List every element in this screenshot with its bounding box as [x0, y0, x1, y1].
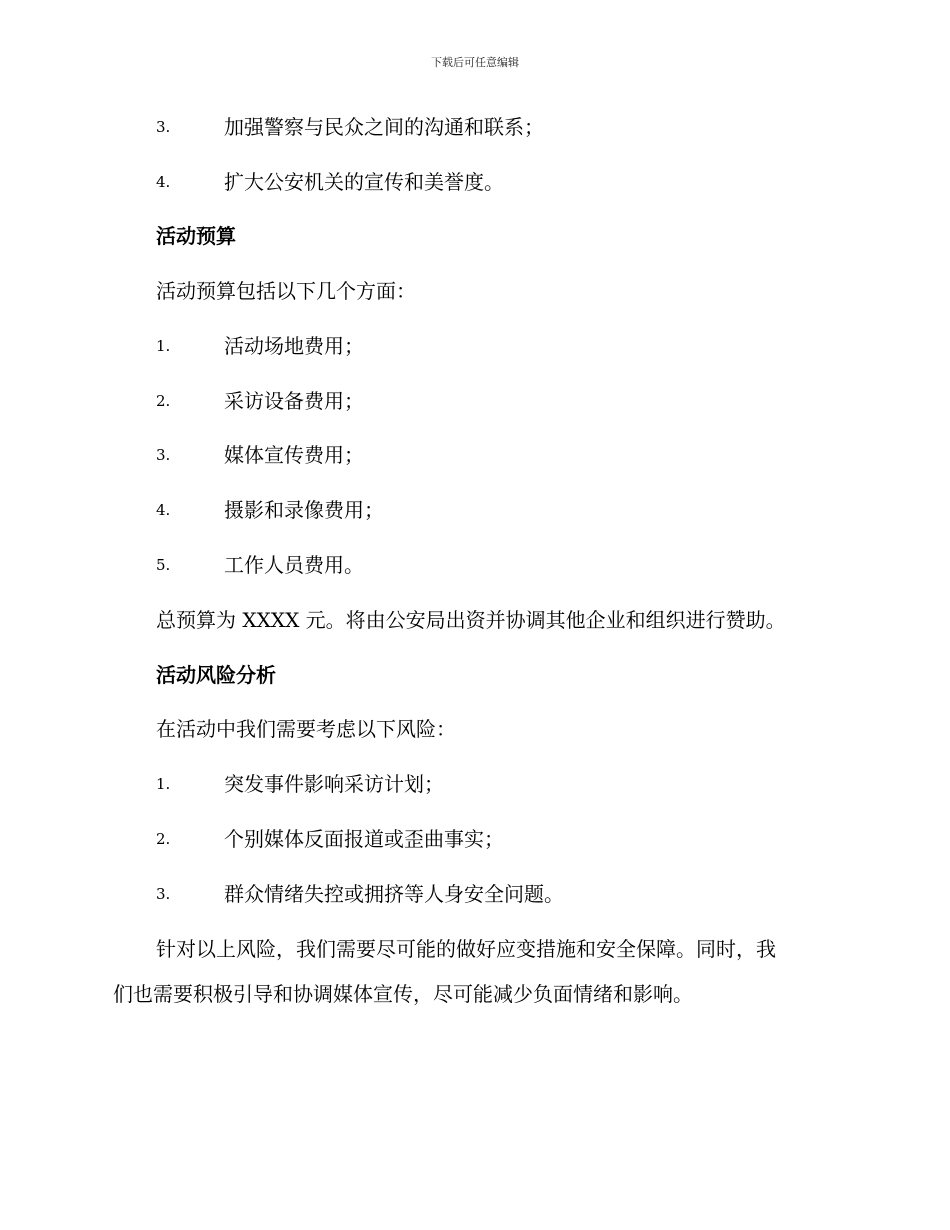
list-number: 2. — [156, 830, 171, 848]
section-heading-budget: 活动预算 — [156, 224, 236, 248]
budget-total: 总预算为 XXXX 元。将由公安局出资并协调其他企业和组织进行赞助。 — [156, 608, 786, 632]
conclusion-line: 针对以上风险，我们需要尽可能的做好应变措施和安全保障。同时，我 — [156, 937, 776, 961]
list-item: 群众情绪失控或拥挤等人身安全问题。 — [224, 882, 564, 906]
list-number: 3. — [156, 118, 171, 136]
list-item: 活动场地费用； — [224, 334, 364, 358]
list-number: 5. — [156, 556, 171, 574]
list-number: 3. — [156, 885, 171, 903]
list-number: 2. — [156, 392, 171, 410]
list-item: 工作人员费用。 — [224, 553, 364, 577]
list-number: 1. — [156, 337, 171, 355]
list-item: 突发事件影响采访计划； — [224, 772, 444, 796]
list-item: 加强警察与民众之间的沟通和联系； — [224, 115, 544, 139]
conclusion-line: 们也需要积极引导和协调媒体宣传，尽可能减少负面情绪和影响。 — [113, 982, 693, 1006]
list-number: 1. — [156, 775, 171, 793]
list-item: 媒体宣传费用； — [224, 443, 364, 467]
list-item: 摄影和录像费用； — [224, 498, 384, 522]
risk-intro: 在活动中我们需要考虑以下风险： — [156, 717, 456, 741]
list-item: 个别媒体反面报道或歪曲事实； — [224, 827, 504, 851]
list-item: 扩大公安机关的宣传和美誉度。 — [224, 170, 504, 194]
list-number: 4. — [156, 501, 171, 519]
list-number: 3. — [156, 446, 171, 464]
budget-intro: 活动预算包括以下几个方面： — [156, 279, 416, 303]
section-heading-risk: 活动风险分析 — [156, 663, 276, 687]
list-item: 采访设备费用； — [224, 389, 364, 413]
list-number: 4. — [156, 173, 171, 191]
page-header: 下载后可任意编辑 — [431, 56, 519, 69]
